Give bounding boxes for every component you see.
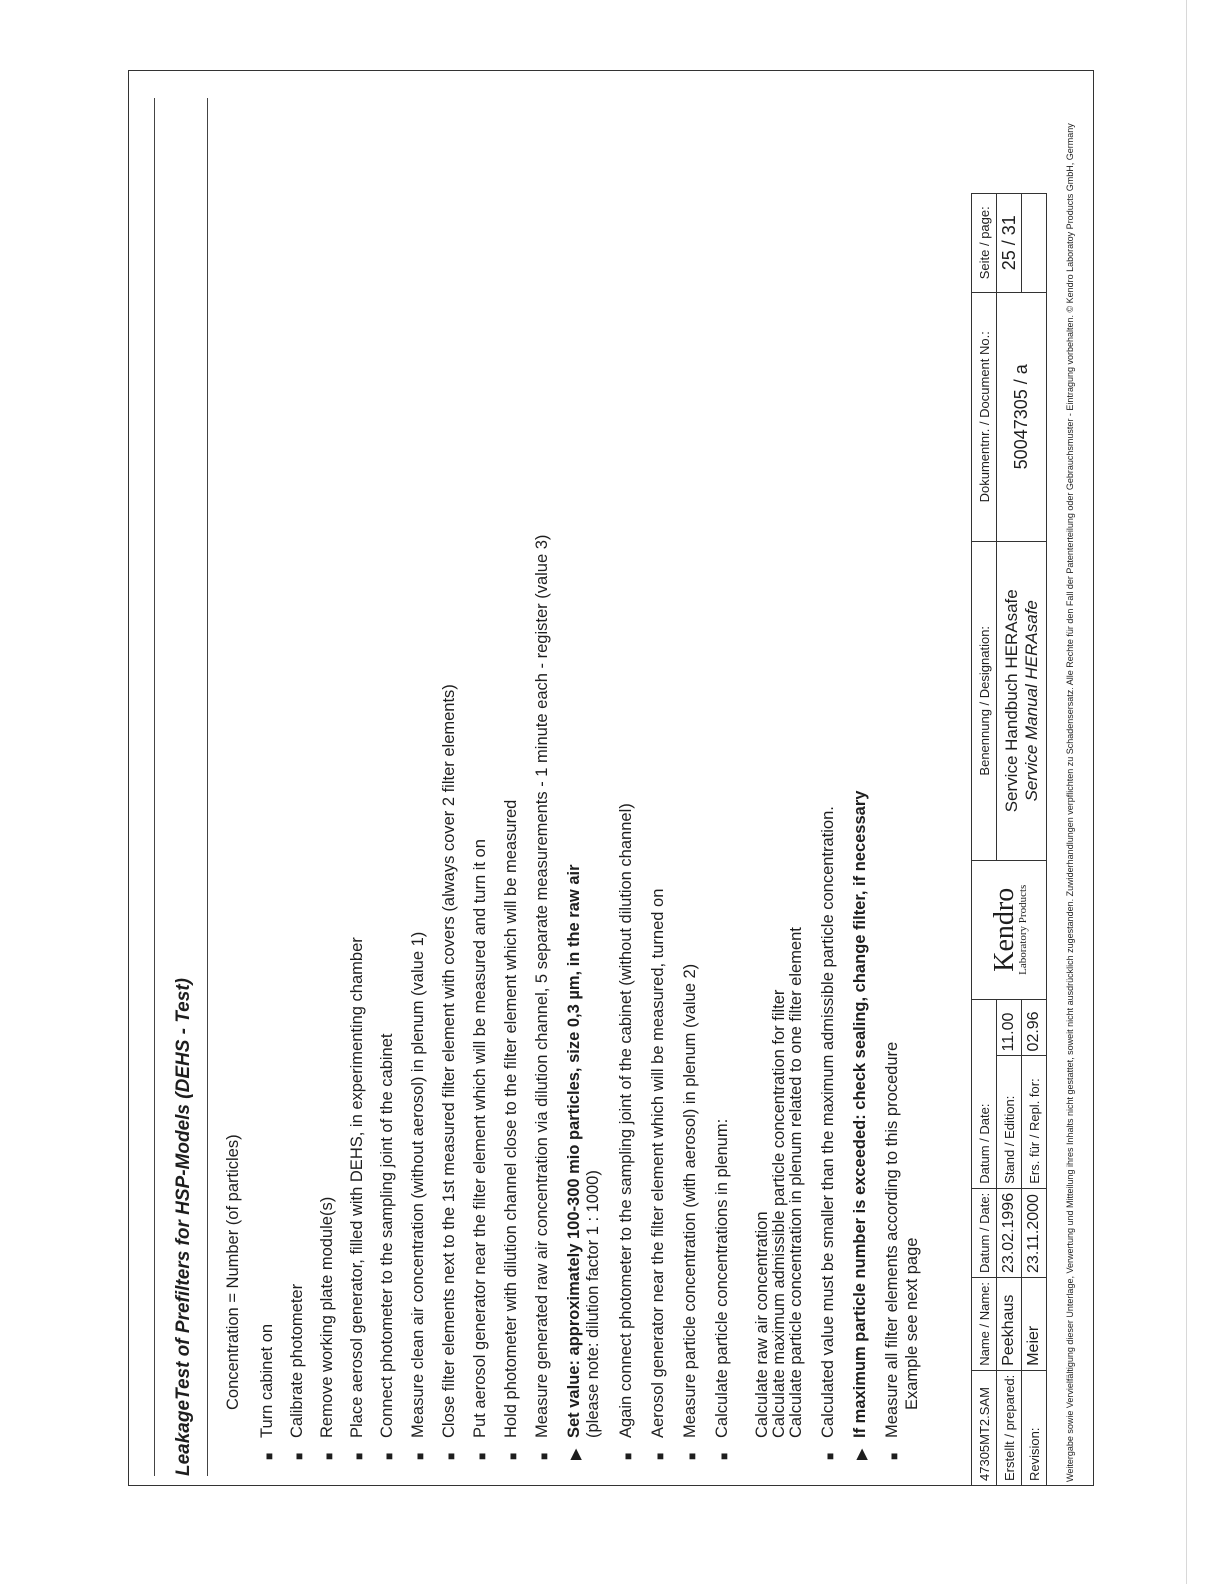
square-bullet-icon: ■ xyxy=(717,1452,731,1460)
procedure-step xyxy=(681,964,700,1438)
file-name: 47305MT2.SAM xyxy=(972,1370,997,1485)
procedure-step xyxy=(617,803,636,1438)
calculation-line: Calculate particle concentration in plenum related to one filter element xyxy=(787,927,805,1438)
square-bullet-icon: ■ xyxy=(823,1452,837,1460)
procedure-step xyxy=(258,1324,277,1438)
document-title: LeakageTest of Prefilters for HSP-Models (DEHS - Test) xyxy=(173,978,194,1476)
procedure-step-note: (please note: dilution factor 1 : 1000) xyxy=(584,1170,602,1438)
edition-label: Stand / Edition: xyxy=(997,1056,1022,1188)
concentration-definition: Concentration = Number (of particles) xyxy=(224,1134,242,1410)
procedure-step xyxy=(409,932,428,1438)
square-bullet-icon: ■ xyxy=(444,1452,458,1460)
procedure-step-text: If maximum particle number is exceeded: check sealing, change filter, if necessary xyxy=(851,790,869,1438)
procedure-step-text: Measure clean air concentration (without aerosol) in plenum (value 1) xyxy=(409,931,427,1438)
procedure-step xyxy=(533,535,552,1438)
page-empty-cell xyxy=(1022,193,1047,292)
square-bullet-icon: ■ xyxy=(382,1452,396,1460)
procedure-step-text: Turn cabinet on xyxy=(258,1323,276,1438)
revision-label: Revision: xyxy=(1022,1370,1047,1485)
page-number: 25 / 31 xyxy=(997,193,1022,292)
page-frame xyxy=(128,70,1094,1486)
procedure-step xyxy=(288,1284,307,1438)
square-bullet-icon: ■ xyxy=(292,1452,306,1460)
procedure-step-text: Close filter elements next to the 1st measured filter element with covers (always cover 2 filter elements) xyxy=(440,684,458,1438)
prepared-label: Erstellt / prepared: xyxy=(997,1370,1022,1485)
procedure-step xyxy=(851,791,870,1438)
legal-footer: Weitergabe sowie Vervielfältigung dieser Unterlage, Verwertung und Mitteilung ihres Inhalts nicht gestattet, soweit nicht ausdrücklich zugestanden. Zuwiderhandlungen verpflichten zu Schadensersatz. Alle Rechte für den Fall der Patenterteilung oder Gebrauchsmuster - Eintragung vorbehalten. © Kendro Laboratoy Products GmbH, Germany xyxy=(1065,123,1075,1482)
square-bullet-icon: ■ xyxy=(413,1452,427,1460)
procedure-step-text: Measure particle concentration (with aerosol) in plenum (value 2) xyxy=(681,963,699,1438)
square-bullet-icon: ■ xyxy=(685,1452,699,1460)
procedure-step xyxy=(471,839,490,1438)
procedure-step xyxy=(440,684,459,1438)
procedure-step xyxy=(318,1197,337,1438)
arrow-bullet-icon: ▶ xyxy=(853,1448,870,1460)
title-block-table xyxy=(971,193,1047,1486)
logo-subtitle: Laboratory Products xyxy=(1017,884,1029,975)
revision-date: 23.11.2000 xyxy=(1022,1188,1047,1277)
title-rule-bottom xyxy=(207,98,208,1476)
calculation-line: Calculate maximum admissible particle concentration for filter xyxy=(770,989,788,1438)
square-bullet-icon: ■ xyxy=(537,1452,551,1460)
procedure-step-text: Place aerosol generator, filled with DEHS, in experimenting chamber xyxy=(348,937,366,1438)
title-rule-top xyxy=(154,98,155,1476)
procedure-step xyxy=(713,1119,732,1438)
arrow-bullet-icon: ▶ xyxy=(567,1448,584,1460)
procedure-step-text: Calculated value must be smaller than the maximum admissible particle concentration. xyxy=(819,806,837,1438)
square-bullet-icon: ■ xyxy=(653,1452,667,1460)
document-number-label: Dokumentnr. / Document No.: xyxy=(972,292,997,541)
designation-english: Service Manual HERAsafe xyxy=(1021,600,1041,802)
square-bullet-icon: ■ xyxy=(887,1452,901,1460)
replaced-value: 02.96 xyxy=(1022,999,1047,1056)
square-bullet-icon: ■ xyxy=(475,1452,489,1460)
designation-label: Benennung / Designation: xyxy=(972,541,997,860)
procedure-step-text: Aerosol generator near the filter element which will be measured, turned on xyxy=(649,888,667,1438)
scan-edge-line xyxy=(1186,0,1187,1584)
revision-name: Meier xyxy=(1022,1277,1047,1370)
procedure-step xyxy=(565,864,603,1438)
procedure-step-text: Measure all filter elements according to this procedure xyxy=(883,1041,901,1438)
edition-value: 11.00 xyxy=(997,999,1022,1056)
procedure-step-text: Measure generated raw air concentration via dilution channel, 5 separate measurements - 1 minute each - register (value 3) xyxy=(533,534,551,1438)
square-bullet-icon: ■ xyxy=(322,1452,336,1460)
document-number: 50047305 / a xyxy=(997,292,1047,541)
procedure-step-text: Hold photometer with dilution channel close to the filter element which will be measured xyxy=(502,799,520,1438)
procedure-step-text: Again connect photometer to the sampling joint of the cabinet (without dilution channel) xyxy=(617,803,635,1438)
prepared-date: 23.02.1996 xyxy=(997,1188,1022,1277)
procedure-step-text: Remove working plate module(s) xyxy=(318,1196,336,1438)
procedure-step-text: Calibrate photometer xyxy=(288,1283,306,1438)
square-bullet-icon: ■ xyxy=(621,1452,635,1460)
date-header: Datum / Date: xyxy=(972,1188,997,1277)
square-bullet-icon: ■ xyxy=(352,1452,366,1460)
example-note: Example see next page xyxy=(903,1237,921,1410)
designation-german: Service Handbuch HERAsafe xyxy=(1001,589,1021,813)
procedure-step-text: Put aerosol generator near the filter element which will be measured and turn it on xyxy=(471,839,489,1438)
name-header: Name / Name: xyxy=(972,1277,997,1370)
procedure-step-text: Set value: approximately 100-300 mio particles, size 0,3 µm, in the raw air xyxy=(565,864,583,1438)
designation-value xyxy=(997,541,1047,860)
page-label: Seite / page: xyxy=(972,193,997,292)
procedure-step xyxy=(348,937,367,1438)
rotated-page xyxy=(128,70,1094,1486)
kendro-logo xyxy=(972,860,1047,999)
procedure-step-text: Calculate particle concentrations in plenum: xyxy=(713,1118,731,1438)
calculation-line: Calculate raw air concentration xyxy=(753,1211,771,1438)
procedure-step xyxy=(649,889,668,1438)
procedure-step-text: Connect photometer to the sampling joint of the cabinet xyxy=(378,1033,396,1438)
square-bullet-icon: ■ xyxy=(506,1452,520,1460)
logo-wordmark: Kendro xyxy=(989,887,1020,972)
procedure-step xyxy=(378,1034,397,1439)
prepared-name: Peekhaus xyxy=(997,1277,1022,1370)
square-bullet-icon: ■ xyxy=(262,1452,276,1460)
procedure-step xyxy=(502,800,521,1438)
procedure-step xyxy=(883,1042,902,1438)
replaced-label: Ers. für / Repl. for: xyxy=(1022,1056,1047,1188)
edition-date-header: Datum / Date: xyxy=(972,999,997,1188)
procedure-step xyxy=(819,806,838,1438)
